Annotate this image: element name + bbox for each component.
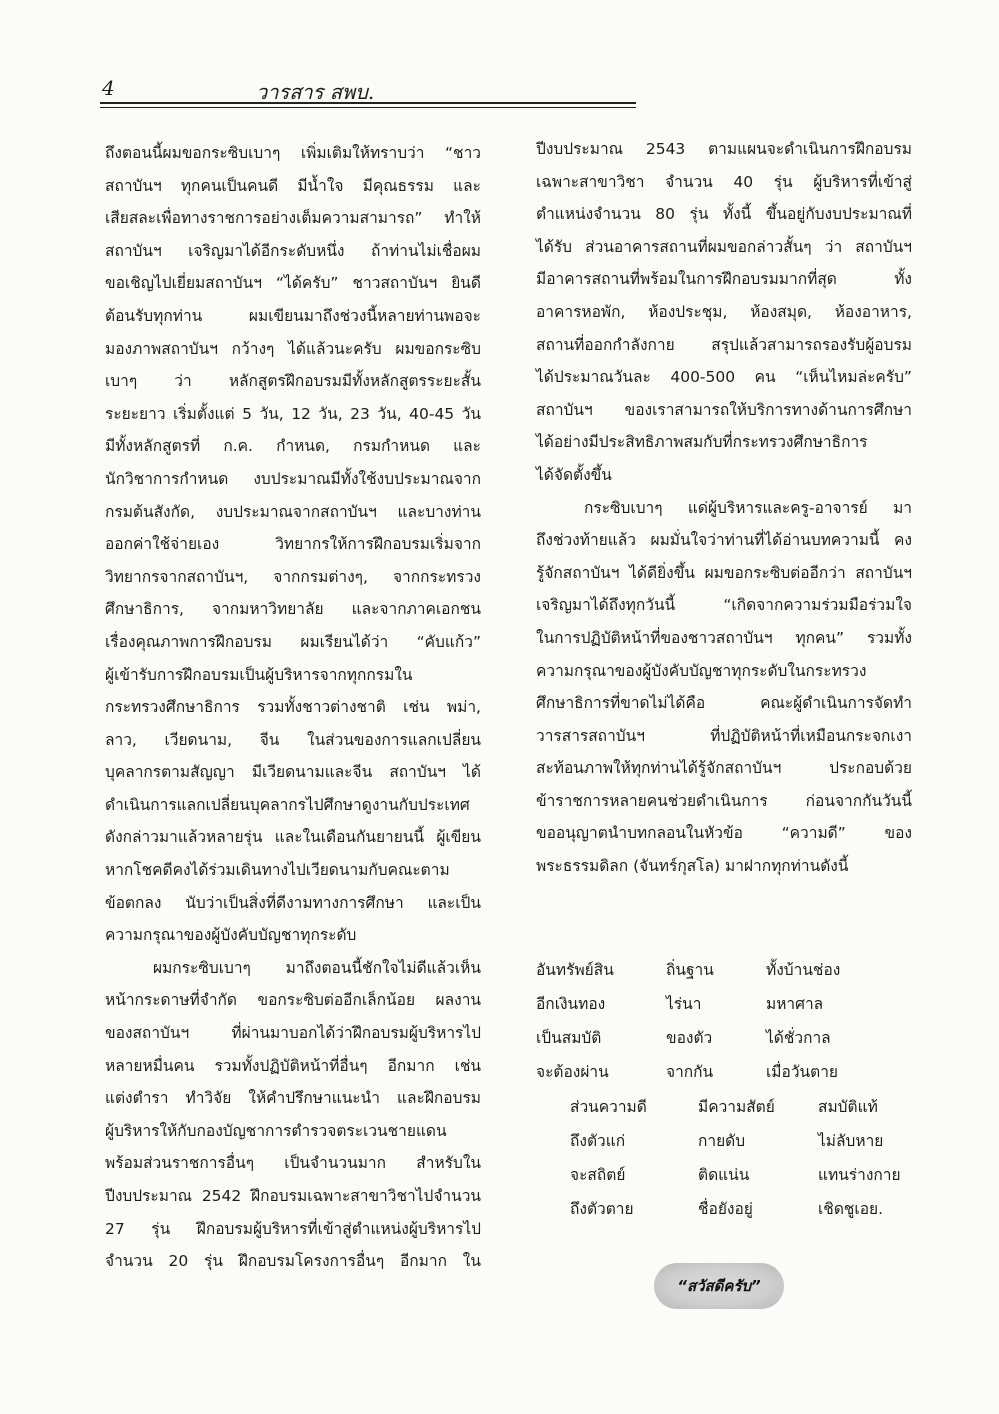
left-text-column (105, 137, 481, 1278)
text-line (105, 430, 481, 463)
word: 5 (242, 404, 252, 423)
text-line (105, 984, 481, 1017)
text-line (105, 626, 481, 659)
word: ได้แล้วนะครับ (288, 339, 382, 358)
word: 400-500 (670, 368, 736, 387)
word: 12 (291, 404, 311, 423)
word: จากกระทรวง (392, 567, 481, 586)
page-header (100, 74, 638, 104)
word: ผมมั่นใจว่าท่านที่ได้อ่านบทความนี้ (650, 531, 880, 550)
word: วัน, (318, 404, 343, 423)
word: ปีงบประมาณ (536, 140, 624, 158)
text-line (105, 137, 481, 170)
text-line (536, 752, 912, 785)
page-number: 4 (102, 76, 115, 100)
poem-phrase: เมื่อวันตาย (766, 1063, 838, 1081)
word: ขอเชิญไปเยี่ยมสถาบันฯ (105, 274, 262, 293)
poem-phrase: จะต้องผ่าน (536, 1063, 609, 1081)
word: รวมทั้งชาวต่างชาติ (257, 698, 386, 717)
text-line (536, 720, 912, 753)
poem-phrase: มีความสัตย์ (698, 1098, 775, 1116)
word: เพิ่มเติมให้ทราบว่า (300, 144, 425, 162)
word: ระยะยาว (105, 404, 166, 423)
word: วิทยากรให้การฝึกอบรมเริ่มจาก (275, 535, 481, 554)
word: ตำแหน่งจำนวน (536, 205, 641, 224)
word: ทุกคน” (795, 628, 845, 647)
header-rule-thin (100, 107, 636, 108)
word: ขออนุญาตนำบทกลอนในหัวข้อ (536, 824, 743, 843)
word: สถาบันฯ (105, 241, 162, 260)
text-line (536, 296, 912, 329)
word: ได้ดียิ่งขึ้น (629, 563, 695, 582)
word: สถาบันฯ (389, 763, 446, 782)
word: หน้ากระดาษที่จำกัด (105, 991, 237, 1010)
word: และ (453, 437, 481, 456)
word: วัน (461, 404, 481, 423)
word: ในส่วนของการแลกเปลี่ยน (307, 730, 481, 749)
word: รุ่น (773, 172, 793, 191)
poem-phrase: แทนร่างกาย (818, 1166, 901, 1184)
word: ทุกคนเป็นคนดี (180, 176, 279, 195)
text-line (105, 202, 481, 235)
text-line (105, 1017, 481, 1050)
poem-phrase: กายดับ (698, 1132, 746, 1150)
text-line (536, 133, 912, 166)
word: รวมทั้ง (866, 628, 912, 647)
word: งบประมาณจากสถาบันฯ (215, 502, 377, 521)
word: แต่งตำรา (105, 1089, 169, 1108)
text-line (536, 557, 912, 590)
word: วารสารสถาบันฯ (536, 726, 645, 745)
word: ที่ปฏิบัติหน้าที่เหมือนกระจกเงา (710, 726, 912, 745)
word: ขึ้นอยู่กับงบประมาณที่ (765, 205, 912, 224)
word: ปีงบประมาณ (105, 1187, 193, 1205)
text-line (536, 361, 912, 394)
poem-phrase: จะสถิตย์ (570, 1166, 626, 1184)
word: 80 (655, 205, 676, 224)
word: ผู้บริหารที่เข้าสู่ (813, 172, 912, 191)
text-line (536, 263, 912, 296)
word: 23 (350, 404, 370, 423)
text-line: ได้อย่างมีประสิทธิภาพสมกับที่กระทรวงศึกษาธิการ (536, 433, 868, 452)
text-line: ได้จัดตั้งขึ้น (536, 465, 612, 484)
word: เจริญมาได้ถึงทุกวันนี้ (536, 596, 676, 615)
word: จากมหาวิทยาลัย (211, 600, 324, 619)
text-line: ผู้เข้ารับการฝึกอบรมเป็นผู้บริหารจากทุกกรมใน (105, 665, 413, 684)
word: และเป็น (427, 893, 481, 912)
word: สถาบันฯ (855, 237, 912, 256)
word: พม่า, (446, 698, 481, 717)
word: วัน, (377, 404, 402, 423)
word: ได้รับ (536, 237, 573, 256)
text-line (536, 817, 912, 850)
text-line (105, 691, 481, 724)
poem-phrase: เป็นสมบัติ (536, 1029, 602, 1047)
word: ในการปฏิบัติหน้าที่ของชาวสถาบันฯ (536, 628, 773, 647)
word: ดังกล่าวมาแล้วหลายรุ่น (105, 828, 263, 847)
word: และในเดือนกันยายนนี้ (274, 828, 425, 847)
word: กรมกำหนด (353, 437, 431, 456)
poem-phrase: ของตัว (666, 1029, 713, 1047)
text-line (105, 1213, 481, 1246)
word: ข้าราชการหลายคนช่วยดำเนินการ (536, 791, 768, 810)
text-line (105, 1050, 481, 1083)
text-line (105, 1245, 481, 1278)
text-line (105, 593, 481, 626)
word: วิทยากรจากสถาบันฯ, (105, 567, 249, 586)
word: ตามแผนจะดำเนินการฝึกอบรม (708, 140, 912, 158)
poem-phrase: สมบัติแท้ (818, 1098, 878, 1116)
word: ก่อนจากกันวันนี้ (805, 791, 912, 810)
word: อีกมาก (399, 1252, 447, 1271)
poem-phrase: มหาศาล (766, 995, 824, 1013)
word: บุคลากรตามสัญญา (105, 763, 235, 782)
poem-phrase: ติดแน่น (698, 1166, 750, 1184)
word: เสียสละเพื่อทางราชการอย่างเต็มความสามารถ” (105, 209, 423, 228)
word: งบประมาณมีทั้งใช้งบประมาณจาก (253, 469, 481, 488)
word: เบาๆ (105, 372, 138, 391)
word: “เห็นไหมล่ะครับ” (795, 368, 912, 387)
word: ผมขอกระซิบ (395, 339, 481, 358)
word: มีน้ำใจ (297, 176, 344, 195)
closing-badge: “สวัสดีครับ” (654, 1263, 784, 1309)
poem-phrase: จากกัน (666, 1063, 714, 1081)
word: มีทั้งหลักสูตรที่ (105, 437, 201, 456)
text-line (105, 724, 481, 757)
word: ห้องอาหาร, (834, 302, 912, 321)
word: ทำให้ (444, 209, 481, 228)
word: กระซิบเบาๆ (584, 498, 663, 517)
header-rule-thick (100, 102, 636, 104)
text-line (536, 198, 912, 231)
word: หลายหมื่นคน (105, 1056, 195, 1075)
word: “ได้ครับ” (276, 274, 339, 293)
word: จากกรมต่างๆ, (273, 567, 368, 586)
word: เช่น (403, 698, 430, 717)
word: ห้องสมุด, (750, 302, 812, 321)
poem-phrase: ชื่อยังอยู่ (698, 1200, 753, 1218)
word: จีน (259, 730, 280, 749)
word: นักวิชาการกำหนด (105, 469, 229, 488)
word: เช่น (454, 1056, 481, 1075)
word: มีคุณธรรม (362, 176, 434, 195)
word: ผู้เขียน (436, 828, 481, 847)
word: ของเราสามารถให้บริการทางด้านการศึกษา (624, 400, 912, 419)
text-line: หากโชคดีคงได้ร่วมเดินทางไปเวียดนามกับคณะตาม (105, 861, 450, 880)
word: เป็นจำนวนมาก (284, 1154, 387, 1173)
word: ลาว, (105, 730, 137, 749)
poem-phrase: ถึงตัวตาย (570, 1200, 634, 1218)
poem-phrase: ถิ่นฐาน (666, 961, 714, 979)
word: ว่า (824, 237, 843, 256)
text-line (536, 785, 912, 818)
text-line (105, 756, 481, 789)
text-line (536, 524, 912, 557)
text-line (536, 622, 912, 655)
word: ก.ค. (223, 437, 253, 456)
word: ขอกระซิบต่ออีกเล็กน้อย (257, 991, 416, 1010)
word: มีอาคารสถานที่พร้อมในการฝึกอบรมมากที่สุด (536, 270, 837, 289)
word: กำหนด, (276, 437, 330, 456)
word: อีกมาก (387, 1056, 435, 1075)
poem-phrase: ไม่ลับหาย (818, 1132, 884, 1150)
word: รุ่น (204, 1252, 223, 1271)
word: สถาบันฯ (536, 400, 593, 419)
word: มองภาพสถาบันฯ (105, 339, 218, 358)
text-line (105, 821, 481, 854)
word: ถึงช่วงท้ายแล้ว (536, 531, 636, 550)
text-line (536, 166, 912, 199)
word: สถาบันฯ (855, 563, 912, 582)
text-line: ความกรุณาของผู้บังคับบัญชาทุกระดับในกระทรวง (536, 661, 867, 680)
word: และฝึกอบรม (397, 1089, 481, 1108)
word: ถึงตอนนี้ผมขอกระซิบเบาๆ (105, 144, 281, 162)
text-line (105, 1082, 481, 1115)
word: ผมเรียนได้ว่า (300, 632, 389, 651)
word: รุ่น (151, 1219, 171, 1238)
word: ทั้ง (894, 270, 912, 289)
text-line (105, 1180, 481, 1213)
word: 27 (105, 1219, 125, 1238)
word: สถานที่ออกกำลังกาย (536, 335, 675, 354)
text-line (536, 231, 912, 264)
text-line: ผู้บริหารให้กับกองบัญชาการตำรวจตระเวนชายแดน (105, 1121, 447, 1140)
poem-phrase: ทั้งบ้านช่อง (766, 961, 841, 979)
word: ชาวสถาบันฯ (352, 274, 438, 293)
word: สถาบันฯ (105, 176, 162, 195)
word: ออกค่าใช้จ่ายเอง (105, 535, 220, 554)
word: ศึกษาธิการที่ขาดไม่ได้คือ (536, 694, 706, 713)
word: นับว่าเป็นสิ่งที่ดีงามทางการศึกษา (185, 893, 404, 912)
word: และ (453, 176, 481, 195)
word: “เกิดจากความร่วมมือร่วมใจ (723, 596, 912, 615)
text-line: ความกรุณาของผู้บังคับบัญชาทุกระดับ (105, 926, 357, 945)
word: 20 (168, 1252, 189, 1271)
poem-phrase: เชิดชูเอย. (818, 1200, 884, 1218)
word: 2542 (201, 1187, 242, 1205)
word: “คับแก้ว” (416, 632, 481, 651)
word: 40 (733, 172, 754, 191)
poem-phrase: ไร่นา (666, 995, 702, 1013)
word: “ความดี” (781, 824, 846, 843)
word: รุ่น (689, 205, 709, 224)
word: เวียดนาม, (164, 730, 233, 749)
word: ของ (884, 824, 912, 843)
text-line (105, 463, 481, 496)
word: 2543 (645, 140, 686, 158)
text-line (105, 333, 481, 366)
text-line (105, 887, 481, 920)
poem-phrase: อันทรัพย์สิน (536, 961, 614, 979)
word: หลักสูตรฝึกอบรมมีทั้งหลักสูตรระยะสั้น (228, 372, 481, 391)
text-line (536, 687, 912, 720)
word: ได้ (463, 763, 481, 782)
text-line (105, 398, 481, 431)
word: เฉพาะสาขาวิชา (536, 172, 645, 191)
word: สรุปแล้วสามารถรองรับผู้อบรม (711, 335, 912, 354)
word: ข้อตกลง (105, 893, 162, 912)
text-line (105, 1147, 481, 1180)
word: ส่วนอาคารสถานที่ผมขอกล่าวสั้นๆ (585, 237, 812, 256)
word: มาถึงตอนนี้ชักใจไม่ดีแล้วเห็น (285, 958, 481, 977)
text-line (536, 492, 912, 525)
word: ทั้งนี้ (722, 205, 752, 224)
word: ฝึกอบรมเฉพาะสาขาวิชาไปจำนวน (251, 1187, 481, 1205)
word: แด่ผู้บริหารและครู-อาจารย์ (687, 498, 868, 517)
word: 40-45 (409, 404, 455, 423)
word: รู้จักสถาบันฯ (536, 563, 620, 582)
word: ศึกษาธิการ, (105, 600, 184, 619)
word: คณะผู้ดำเนินการจัดทำ (760, 694, 912, 713)
word: อาคารหอพัก, (536, 302, 626, 321)
word: สะท้อนภาพให้ทุกท่านได้รู้จักสถาบันฯ (536, 759, 782, 778)
word: ฝึกอบรมผู้บริหารที่เข้าสู่ตำแหน่งผู้บริหารไป (196, 1219, 481, 1238)
word: เรื่องคุณภาพการฝึกอบรม (105, 632, 272, 651)
text-line: พระธรรมดิลก (จันทร์กุสโล) มาฝากทุกท่านดังนี้ (536, 857, 849, 876)
word: คน (754, 368, 776, 387)
text-line (536, 394, 912, 427)
text-line (105, 300, 481, 333)
word: ใน (462, 1252, 481, 1271)
word: จำนวน (105, 1252, 153, 1271)
word: กรมต้นสังกัด, (105, 502, 195, 521)
word: เริ่มตั้งแต่ (173, 404, 235, 423)
word: “ชาว (445, 144, 481, 162)
word: ว่า (174, 372, 192, 391)
word: จำนวน (665, 172, 713, 191)
word: รวมทั้งปฏิบัติหน้าที่อื่นๆ (214, 1056, 368, 1075)
word: กว้างๆ (231, 339, 275, 358)
text-line (105, 365, 481, 398)
right-text-column (536, 133, 912, 883)
text-line (536, 329, 912, 362)
word: ประกอบด้วย (829, 759, 912, 778)
word: สำหรับใน (416, 1154, 481, 1173)
word: มา (893, 498, 912, 517)
word: ถ้าท่านไม่เชื่อผม (370, 241, 481, 260)
word: ฝึกอบรมโครงการอื่นๆ (238, 1252, 385, 1271)
poem-phrase: ส่วนความดี (570, 1098, 647, 1116)
text-line (105, 561, 481, 594)
word: ผมเขียนมาถึงช่วงนี้หลายท่านพอจะ (248, 306, 481, 325)
word: พร้อมส่วนราชการอื่นๆ (105, 1154, 255, 1173)
word: ยินดี (451, 274, 481, 293)
word: ของสถาบันฯ (105, 1024, 190, 1043)
poem-phrase: ถึงตัวแก่ (570, 1132, 626, 1150)
word: ที่ผ่านมาบอกได้ว่าฝึกอบรมผู้บริหารไป (231, 1024, 481, 1043)
word: คง (894, 531, 912, 550)
poem-phrase: ได้ชั่วกาล (766, 1029, 831, 1047)
text-line: ดำเนินการแลกเปลี่ยนบุคลากรไปศึกษาดูงานกับประเทศ (105, 795, 470, 814)
text-line (105, 528, 481, 561)
word: ทำวิจัย (185, 1089, 232, 1108)
text-line (105, 952, 481, 985)
word: ผลงาน (435, 991, 481, 1010)
word: กระทรวงศึกษาธิการ (105, 698, 240, 717)
poem-phrase: อีกเงินทอง (536, 995, 606, 1013)
word: วัน, (259, 404, 284, 423)
text-line (105, 235, 481, 268)
word: ผมขอกระซิบต่ออีกว่า (704, 563, 846, 582)
word: มีเวียดนามและจีน (251, 763, 373, 782)
word: และบางท่าน (397, 502, 481, 521)
text-line (105, 170, 481, 203)
text-line (536, 589, 912, 622)
text-line (105, 496, 481, 529)
word: และจากภาคเอกชน (351, 600, 481, 619)
text-line (105, 267, 481, 300)
word: ต้อนรับทุกท่าน (105, 306, 203, 325)
word: ห้องประชุม, (648, 302, 728, 321)
word: ให้คำปรึกษาแนะนำ (248, 1089, 380, 1108)
word: ผมกระซิบเบาๆ (153, 958, 251, 977)
journal-title: วารสาร สพบ. (256, 80, 375, 104)
word: เจริญมาได้อีกระดับหนึ่ง (188, 241, 345, 260)
word: ได้ประมาณวันละ (536, 368, 651, 387)
